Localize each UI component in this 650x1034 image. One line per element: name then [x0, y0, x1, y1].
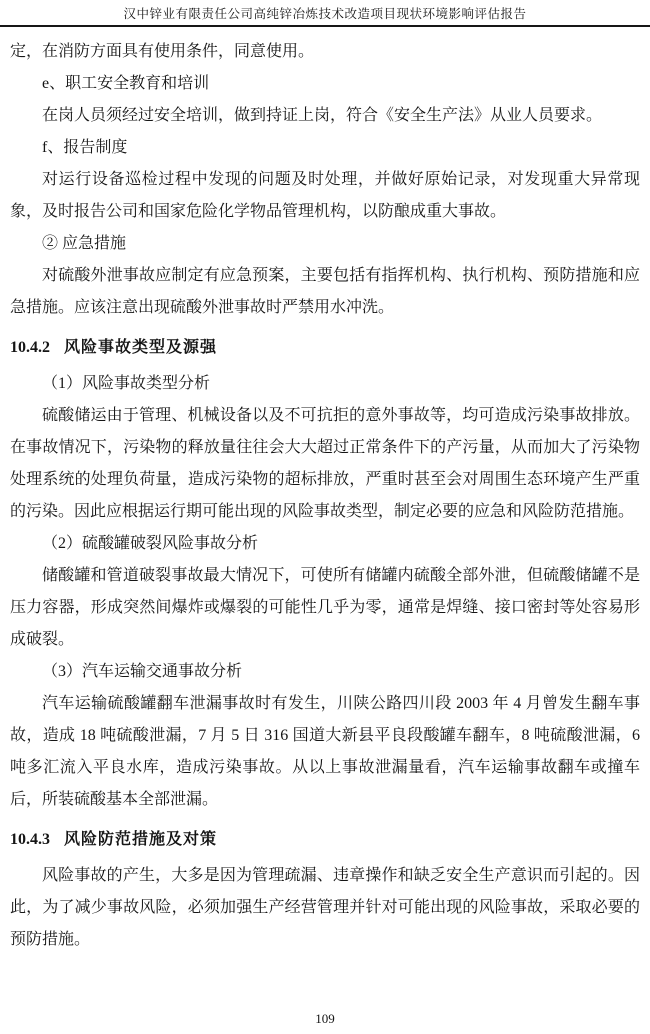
- section-title: 风险防范措施及对策: [64, 831, 218, 848]
- page-number: 109: [315, 1011, 335, 1026]
- section-number: 10.4.2: [10, 339, 50, 356]
- list-item-circled-2: ② 应急措施: [42, 235, 127, 252]
- list-item-e: e、职工安全教育和培训: [42, 75, 210, 92]
- paragraph: 储酸罐和管道破裂事故最大情况下，可使所有储罐内硫酸全部外泄，但硫酸储罐不是压力容器，形成突然间爆炸或爆裂的可能性几乎为零，通常是焊缝、接口密封等处容易形成破裂。: [10, 567, 640, 648]
- list-item-1: （1）风险事故类型分析: [42, 375, 211, 392]
- paragraph: 风险事故的产生，大多是因为管理疏漏、违章操作和缺乏安全生产意识而引起的。因此，为了减少事故风险，必须加强生产经营管理并针对可能出现的风险事故，采取必要的预防措施。: [10, 867, 640, 948]
- list-item-2: （2）硫酸罐破裂风险事故分析: [42, 535, 259, 552]
- section-heading-10-4-2: [10, 332, 640, 364]
- paragraph: 在岗人员须经过安全培训，做到持证上岗，符合《安全生产法》从业人员要求。: [42, 107, 603, 124]
- running-header-title: 汉中锌业有限责任公司高纯锌冶炼技术改造项目现状环境影响评估报告: [123, 7, 527, 21]
- paragraph: 汽车运输硫酸罐翻车泄漏事故时有发生，川陕公路四川段 2003 年 4 月曾发生翻车事故，造成 18 吨硫酸泄漏，7 月 5 日 316 国道大新县平良段酸罐车翻车，8 吨硫酸泄漏，6 吨多汇流入平良水库，造成污染事故。从以上事故泄漏量看，汽车运输事故翻车或撞车后，所装硫酸基本全部泄漏。: [10, 695, 640, 808]
- paragraph: 对运行设备巡检过程中发现的问题及时处理，并做好原始记录，对发现重大异常现象，及时报告公司和国家危险化学物品管理机构，以防酿成重大事故。: [10, 171, 640, 220]
- page-header: [0, 0, 650, 27]
- section-number: 10.4.3: [10, 831, 50, 848]
- page-body: [0, 27, 650, 956]
- paragraph: 硫酸储运由于管理、机械设备以及不可抗拒的意外事故等，均可造成污染事故排放。在事故情况下，污染物的释放量往往会大大超过正常条件下的产污量，从而加大了污染物处理系统的处理负荷量，造成污染物的超标排放，严重时甚至会对周围生态环境产生严重的污染。因此应根据运行期可能出现的风险事故类型，制定必要的应急和风险防范措施。: [10, 407, 640, 520]
- list-item-3: （3）汽车运输交通事故分析: [42, 663, 243, 680]
- section-title: 风险事故类型及源强: [64, 339, 218, 356]
- list-item-f: f、报告制度: [42, 139, 128, 156]
- paragraph: 对硫酸外泄事故应制定有应急预案，主要包括有指挥机构、执行机构、预防措施和应急措施。应该注意出现硫酸外泄事故时严禁用水冲洗。: [10, 267, 640, 316]
- paragraph: 定，在消防方面具有使用条件，同意使用。: [10, 43, 315, 60]
- page-footer: [0, 1011, 650, 1026]
- section-heading-10-4-3: [10, 824, 640, 856]
